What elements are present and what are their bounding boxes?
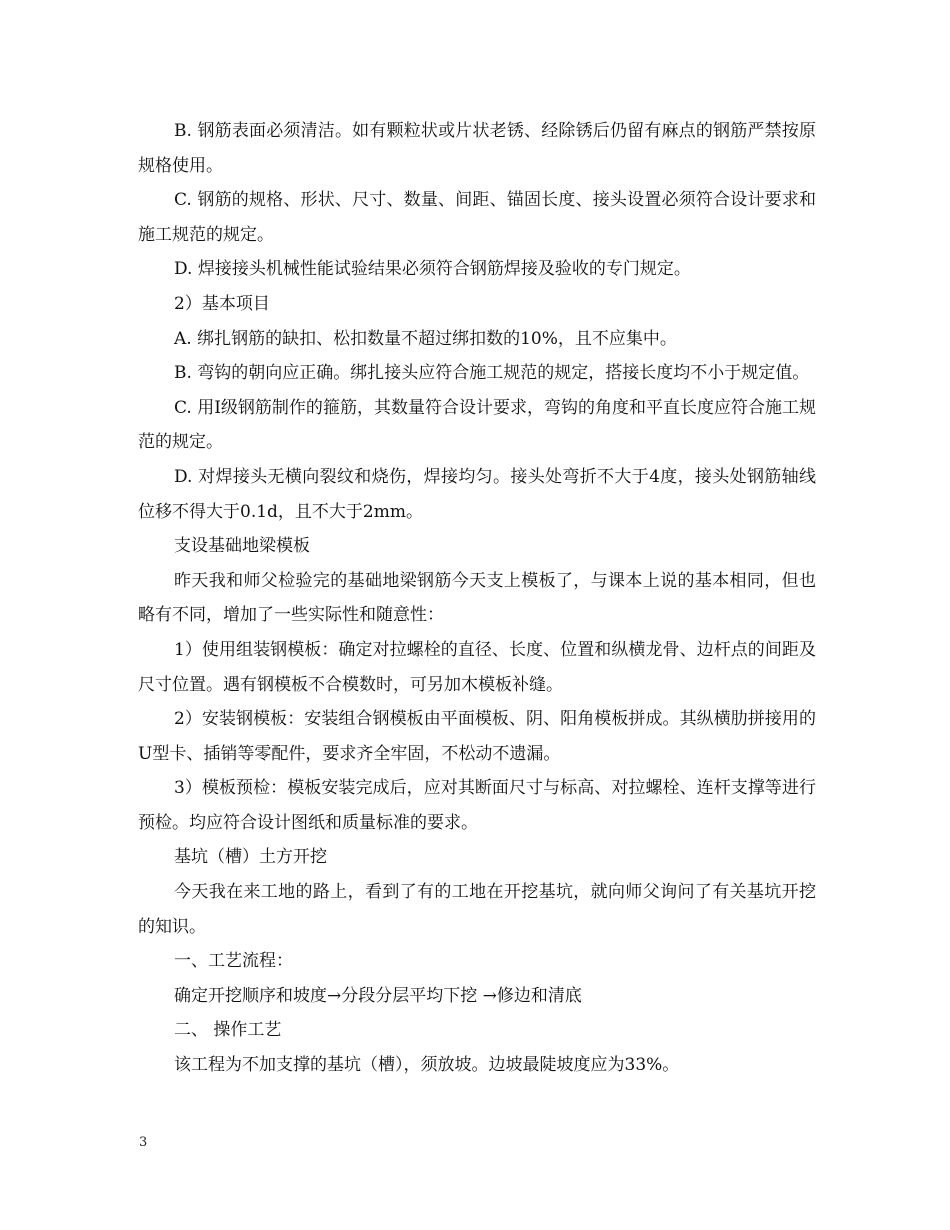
- paragraph-butt-weld: D. 对焊接头无横向裂纹和烧伤，焊接均匀。接头处弯折不大于4度，接头处钢筋轴线位移不得大于0.1d，且不大于2mm。: [138, 466, 816, 522]
- paragraph-weld-performance: D. 焊接接头机械性能试验结果必须符合钢筋焊接及验收的专门规定。: [174, 259, 691, 280]
- paragraph-slope-requirement: 该工程为不加支撑的基坑（槽），须放坡。边坡最陡坡度应为33%。: [174, 1055, 680, 1076]
- paragraph-tie-buckles: A. 绑扎钢筋的缺扣、松扣数量不超过绑扣数的10%，且不应集中。: [174, 328, 677, 349]
- paragraph-rebar-specification: C. 钢筋的规格、形状、尺寸、数量、间距、锚固长度、接头设置必须符合设计要求和施工规范的规定。: [138, 190, 816, 245]
- paragraph-formwork-intro: 昨天我和师父检验完的基础地梁钢筋今天支上模板了，与课本上说的基本相同，但也略有不同，增加了一些实际性和随意性：: [138, 570, 816, 626]
- paragraph-rebar-surface: B. 钢筋表面必须清洁。如有颗粒状或片状老锈、经除锈后仍留有麻点的钢筋严禁按原规格使用。: [138, 121, 816, 176]
- paragraph-formwork-precheck: 3）模板预检：模板安装完成后，应对其断面尺寸与标高、对拉螺栓、连杆支撑等进行预检。均应符合设计图纸和质量标准的要求。: [138, 778, 816, 833]
- document-body: [138, 114, 816, 1083]
- heading-operation-process: 二、 操作工艺: [174, 1020, 282, 1041]
- heading-excavation: 基坑（槽）土方开挖: [174, 847, 327, 868]
- heading-basic-items: 2）基本项目: [174, 293, 270, 314]
- heading-formwork: 支设基础地梁模板: [174, 536, 310, 557]
- paragraph-excavation-intro: 今天我在来工地的路上，看到了有的工地在开挖基坑，就向师父询问了有关基坑开挖的知识。: [138, 882, 816, 937]
- paragraph-stirrups: C. 用Ⅰ级钢筋制作的箍筋，其数量符合设计要求，弯钩的角度和平直长度应符合施工规范的规定。: [138, 397, 816, 453]
- paragraph-process-flow: 确定开挖顺序和坡度→分段分层平均下挖 →修边和清底: [174, 985, 582, 1006]
- paragraph-assembled-formwork: 1）使用组装钢模板：确定对拉螺栓的直径、长度、位置和纵横龙骨、边杆点的间距及尺寸位置。遇有钢模板不合模数时，可另加木模板补缝。: [138, 639, 816, 695]
- paragraph-hook-direction: B. 弯钩的朝向应正确。绑扎接头应符合施工规范的规定，搭接长度均不小于规定值。: [174, 363, 810, 384]
- heading-process-flow: 一、工艺流程：: [174, 951, 293, 972]
- page-number: 3: [139, 1135, 148, 1150]
- paragraph-install-formwork: 2）安装钢模板：安装组合钢模板由平面模板、阴、阳角模板拼成。其纵横肋拼接用的U型卡、插销等零配件，要求齐全牢固，不松动不遗漏。: [138, 709, 816, 764]
